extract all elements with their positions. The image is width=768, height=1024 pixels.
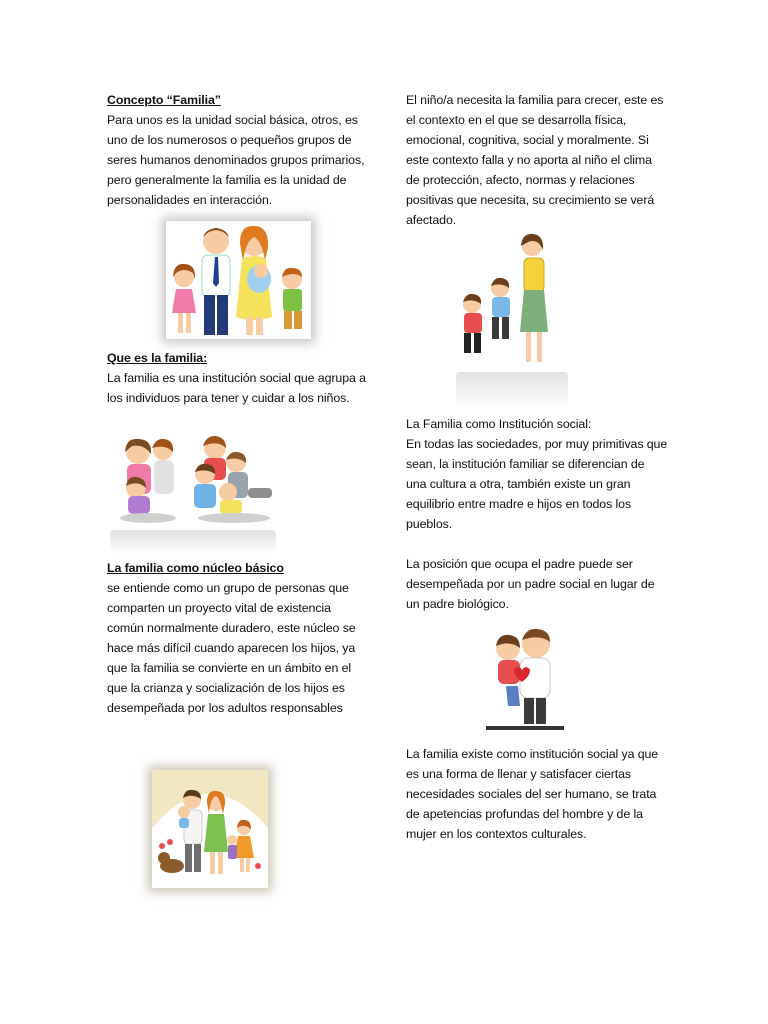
nucleo-heading: La familia como núcleo básico bbox=[107, 561, 284, 575]
family-dog-illustration bbox=[152, 770, 268, 888]
mother-children-drawing bbox=[454, 230, 568, 372]
nino-text: El niño/a necesita la familia para crecer, este es el contexto en el que se desarrolla física, emocional, cognitiva, social y moralmente. Si este contexto falla y no aporta al niño el clima de protección, afecto, normas y relaciones positivas que necesita, su crecimiento se verá afectado. bbox=[406, 93, 664, 227]
section-nucleo bbox=[107, 558, 369, 718]
padre-text: La posición que ocupa el padre puede ser desempeñada por un padre social en lugar de un padre biológico. bbox=[406, 557, 655, 611]
kids-hugging-drawing bbox=[110, 432, 276, 530]
section-institucion bbox=[406, 414, 668, 534]
family-illustration bbox=[166, 221, 311, 339]
nucleo-text: se entiende como un grupo de personas que comparten un proyecto vital de existencia común normalmente duradero, este núcleo se hace más difícil cuando aparecen los hijos, ya que la familia se convierte en un ámbito en el que la crianza y socialización de los hijos es desempeñada por los adultos responsables bbox=[107, 581, 356, 715]
section-nino bbox=[406, 90, 668, 230]
existe-text: La familia existe como institución social ya que es una forma de llenar y satisfacer ciertas necesidades sociales del ser humano, se trata de apetencias profundas del hombre y de la mujer en los contextos culturales. bbox=[406, 747, 659, 841]
concepto-text: Para unos es la unidad social básica, otros, es uno de los numerosos o pequeños grupos de seres humanos denominados grupos primarios, pero generalmente la familia es la unidad de personalidades en interacción. bbox=[107, 113, 365, 207]
kids-hugging-illustration bbox=[110, 432, 276, 530]
mother-children-illustration bbox=[454, 230, 568, 372]
concepto-heading: Concepto “Familia” bbox=[107, 93, 221, 107]
section-que-es bbox=[107, 348, 369, 408]
father-hug-drawing bbox=[486, 626, 564, 732]
mother-children-reflection bbox=[456, 372, 568, 408]
family-drawing bbox=[166, 221, 311, 339]
section-concepto bbox=[107, 90, 369, 210]
family-dog-drawing bbox=[152, 770, 268, 888]
institucion-heading: La Familia como Institución social: bbox=[406, 417, 592, 431]
father-hug-illustration bbox=[486, 626, 564, 732]
kids-hugging-reflection bbox=[110, 530, 276, 554]
section-existe bbox=[406, 744, 668, 844]
que-es-heading: Que es la familia: bbox=[107, 351, 208, 365]
que-es-text: La familia es una institución social que agrupa a los individuos para tener y cuidar a los niños. bbox=[107, 371, 366, 405]
section-padre bbox=[406, 554, 668, 614]
institucion-text: En todas las sociedades, por muy primitivas que sean, la institución familiar se diferencian de una cultura a otra, también existe un gran equilibrio entre madre e hijos en todos los pueblos. bbox=[406, 437, 668, 531]
